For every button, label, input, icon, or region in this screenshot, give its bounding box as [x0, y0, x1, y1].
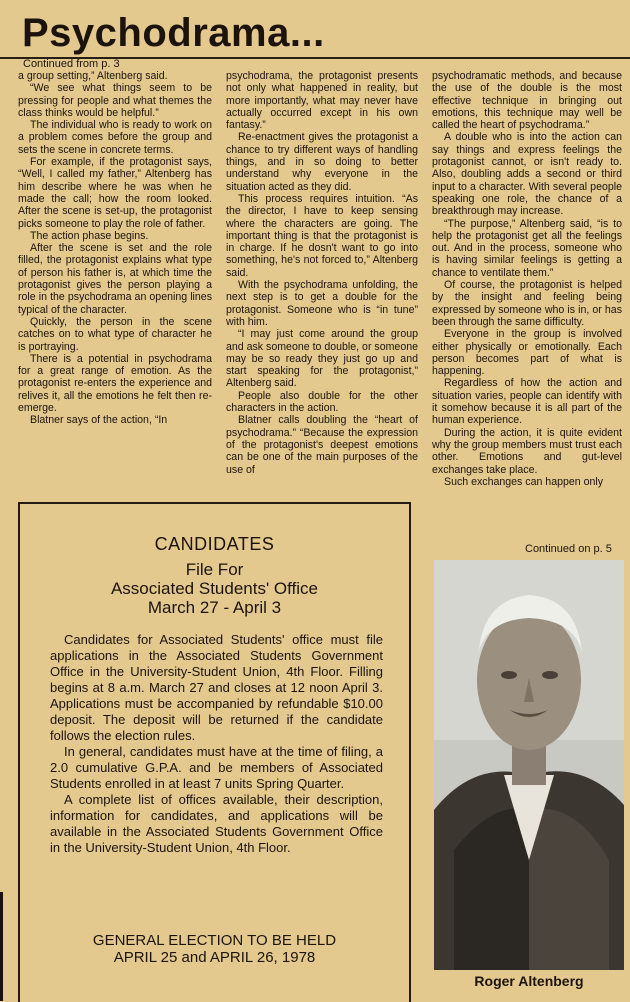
photo-caption: Roger Altenberg: [474, 973, 584, 989]
ad-paragraph: Candidates for Associated Students' office must file applications in the Associated Students Government Office in the University-Student Union, 4th Floor. Filling begins at 8 a.m. March 27 and closes at 12 noon April 3. Applications must be accompanied by refundable $10.00 deposit. The deposit will be returned if the candidate follows the election rules.: [50, 632, 383, 743]
paragraph: The action phase begins.: [30, 229, 149, 242]
paragraph: Blatner calls doubling the “heart of psychodrama.” “Because the expression of the protagonist's deepest emotions can be one of the main purposes of the use of: [226, 414, 418, 476]
portrait-photo: [434, 560, 624, 970]
ad-body: [50, 632, 383, 856]
ad-paragraph: A complete list of offices available, their description, information for candidates, and applications will be available in the Associated Students Government Office in the University-Student Union, 4th Floor.: [50, 792, 383, 855]
paragraph: “I may just come around the group and ask someone to double, or someone may be so ready they just go up and start speaking for the protagonist,” Altenberg said.: [226, 328, 418, 390]
ad-footer-dates: APRIL 25 and APRIL 26, 1978: [113, 949, 316, 966]
margin-rule: [0, 892, 3, 1001]
paragraph: psychodrama, the protagonist presents not only what happened in reality, but more importantly, what may never have actually occurred except in his own fantasy.”: [226, 70, 418, 132]
continued-to: Continued on p. 5: [525, 543, 612, 555]
paragraph: People also double for the other characters in the action.: [226, 389, 418, 415]
paragraph: “We see what things seem to be pressing for people and what themes the class thinks would be helpful.”: [18, 82, 212, 119]
paragraph: Everyone in the group is involved either physically or emotionally. Each person becomes part of what is happening.: [432, 328, 622, 378]
ad-paragraph: In general, candidates must have at the time of filing, a 2.0 cumulative G.P.A. and be members of Associated Students enrolled in at least 7 units Spring Quarter.: [50, 744, 383, 791]
paragraph: a group setting,” Altenberg said.: [18, 70, 168, 82]
paragraph: “The purpose,” Altenberg said, “is to help the protagonist get all the feelings out. And in the process, someone who is having similar feelings is getting a chance to ventilate them.”: [432, 217, 622, 279]
paragraph: For example, if the protagonist says, “Well, I called my father,” Altenberg has him describe where he was when he made the call; how the room looked. After the scene is set-up, the protagonist picks someone to play the role of father.: [18, 156, 212, 230]
paragraph: Re-enactment gives the protagonist a chance to try different ways of handling things, and in so doing to better understand why everyone in the situation acted as they did.: [226, 131, 418, 193]
ad-footer: GENERAL ELECTION TO BE HELD: [92, 932, 337, 949]
article-column-3: [432, 70, 622, 540]
candidates-ad: [18, 502, 411, 1002]
ad-title: CANDIDATES: [154, 534, 275, 554]
ad-subtitle: File For: [185, 560, 244, 579]
paragraph: During the action, it is quite evident why the group members must trust each other. Emotions and gut-level exchanges take place.: [432, 426, 622, 476]
paragraph: Such exchanges can happen only: [444, 475, 604, 488]
paragraph: This process requires intuition. “As the director, I have to keep sensing where the characters are going. The important thing is that the protagonist is in charge. If he dosn't want to go into something, he's not forced to,” Altenberg said.: [226, 192, 418, 279]
paragraph: Of course, the protagonist is helped by the insight and feeling being expressed by someone who is in, or has been through the same difficulty.: [432, 279, 622, 328]
article-column-1: [18, 70, 212, 500]
paragraph: There is a potential in psychodrama for a great range of emotion. As the protagonist re-enters the experience and relives it, all the emotions he felt then re-emerge.: [18, 352, 212, 415]
paragraph: Blatner says of the action, “In: [30, 414, 168, 427]
paragraph: Quickly, the person in the scene catches on to what type of character he is portraying.: [18, 315, 212, 353]
paragraph: A double who is into the action can say things and express feelings the protagonist cannot, or isn't ready to. Also, doubling adds a second or third input to a character. With several people speaking one role, the chance of a breakthrough may increase.: [432, 131, 622, 218]
paragraph: With the psychodrama unfolding, the next step is to get a double for the protagonist. Someone who is “in tune” with him.: [226, 279, 418, 328]
paragraph: The individual who is ready to work on a problem comes before the group and sets the scene in concrete terms.: [18, 119, 212, 156]
headline: Psychodrama...: [22, 11, 325, 55]
article-column-2: [226, 70, 418, 500]
paragraph: psychodramatic methods, and because the use of the double is the most effective technique in bringing out emotions, this technique may well be called the heart of psychodrama.”: [432, 70, 622, 132]
paragraph: After the scene is set and the role filled, the protagonist explains what type of person his father is, at which time the protagonist gives the person playing a role in the psychodrama an opening lines typical of the character.: [18, 242, 212, 316]
paragraph: Regardless of how the action and situation varies, people can identify with it somehow because it is all part of the human experience.: [432, 377, 622, 427]
continued-from: Continued from p. 3: [23, 58, 120, 70]
ad-dates: March 27 - April 3: [147, 598, 282, 617]
ad-subtitle: Associated Students' Office: [110, 579, 319, 598]
